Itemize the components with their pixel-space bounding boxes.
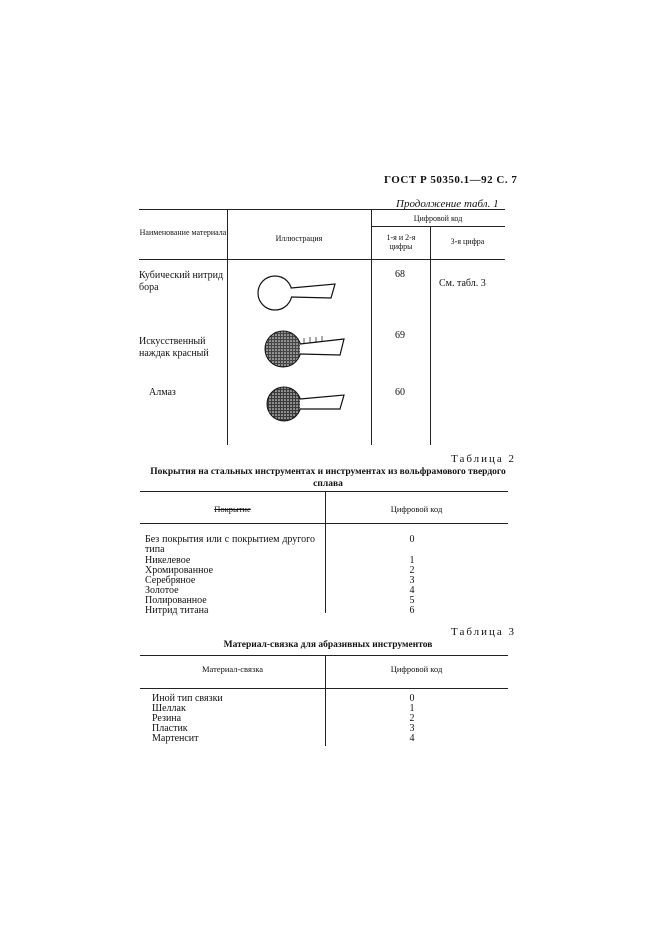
table-2-row-code: 4 <box>409 585 415 596</box>
table-continuation-label: Продолжение табл. 1 <box>396 198 499 210</box>
table-3-row-label: Мартенсит <box>152 733 199 744</box>
table-2-row-label: Без покрытия или с покрытием другого типа <box>145 534 315 556</box>
table-2-row-label: Хромированное <box>145 565 214 576</box>
table-3-row-label: Шеллак <box>152 703 186 714</box>
table-3-row-label: Пластик <box>152 723 188 734</box>
third-digit-note: См. табл. 3 <box>439 278 486 289</box>
code-diamond: 60 <box>395 387 405 398</box>
header-digital-code: Цифровой код <box>413 214 463 223</box>
table-2-row-code: 5 <box>409 595 415 606</box>
table-3-caption: Таблица 3 <box>451 626 517 638</box>
header-illustration: Иллюстрация <box>275 234 323 243</box>
table-2-row-code: 6 <box>409 605 415 616</box>
table-3-row-label: Иной тип связки <box>152 693 223 704</box>
table-3-header-binder: Материал-связка <box>201 664 264 674</box>
table-1-top-rule <box>139 209 505 210</box>
table-3-header-rule <box>140 688 508 689</box>
material-red-emery: Искусственный наждак красный <box>139 336 209 359</box>
material-diamond: Алмаз <box>149 387 176 398</box>
code-cbn: 68 <box>395 269 405 280</box>
table-3-body-divider <box>325 688 326 746</box>
code-red-emery: 69 <box>395 330 405 341</box>
table-2-row-label: Золотое <box>145 585 179 596</box>
table-2-row-code: 2 <box>409 565 415 576</box>
table-2-row-label: Полированное <box>145 595 207 606</box>
table-3-row-code: 3 <box>409 723 415 734</box>
document-code: ГОСТ Р 50350.1—92 С. 7 <box>384 174 518 186</box>
table-1-header-rule <box>139 259 505 260</box>
table-2-row-code: 1 <box>409 555 415 566</box>
table-3-title: Материал-связка для абразивных инструментов <box>223 640 433 650</box>
table-2-header-code: Цифровой код <box>390 504 443 514</box>
table-2-row-label: Нитрид титана <box>145 605 209 616</box>
table-2-header-coating: Покрытие <box>214 504 251 514</box>
cbn-tool-illustration <box>255 272 345 314</box>
table-1-subheader-rule <box>371 226 505 227</box>
table-2-row-code: 0 <box>409 534 415 545</box>
table-3-row-code: 0 <box>409 693 415 704</box>
table-3-row-code: 1 <box>409 703 415 714</box>
material-cbn: Кубический нитрид бора <box>139 270 224 293</box>
table-2-row-label: Никелевое <box>145 555 191 566</box>
table-3-header-code: Цифровой код <box>390 664 443 674</box>
table-2-caption: Таблица 2 <box>451 453 517 465</box>
table-3-row-label: Резина <box>152 713 182 724</box>
table-2-header-rule <box>140 523 508 524</box>
table-1-divider-1 <box>227 209 228 445</box>
table-3-row-code: 2 <box>409 713 415 724</box>
table-2-title: Покрытия на стальных инструментах и инструментах из вольфрамового твердого сплава <box>150 467 506 489</box>
table-1-divider-3 <box>430 226 431 445</box>
table-2-row-code: 3 <box>409 575 415 586</box>
table-2-row-label: Серебряное <box>145 575 196 586</box>
table-3-top-rule <box>140 655 508 656</box>
header-digit-3: 3-я цифра <box>450 237 485 246</box>
diamond-tool-illustration <box>260 381 350 427</box>
table-1-divider-2 <box>371 209 372 445</box>
header-material: Наименование материала <box>139 228 227 237</box>
table-3-row-code: 4 <box>409 733 415 744</box>
table-2-top-rule <box>140 491 508 492</box>
table-2-body-divider <box>325 523 326 613</box>
red-emery-tool-illustration <box>260 325 350 371</box>
header-digits-1-2: 1-я и 2-я цифры <box>386 233 416 251</box>
